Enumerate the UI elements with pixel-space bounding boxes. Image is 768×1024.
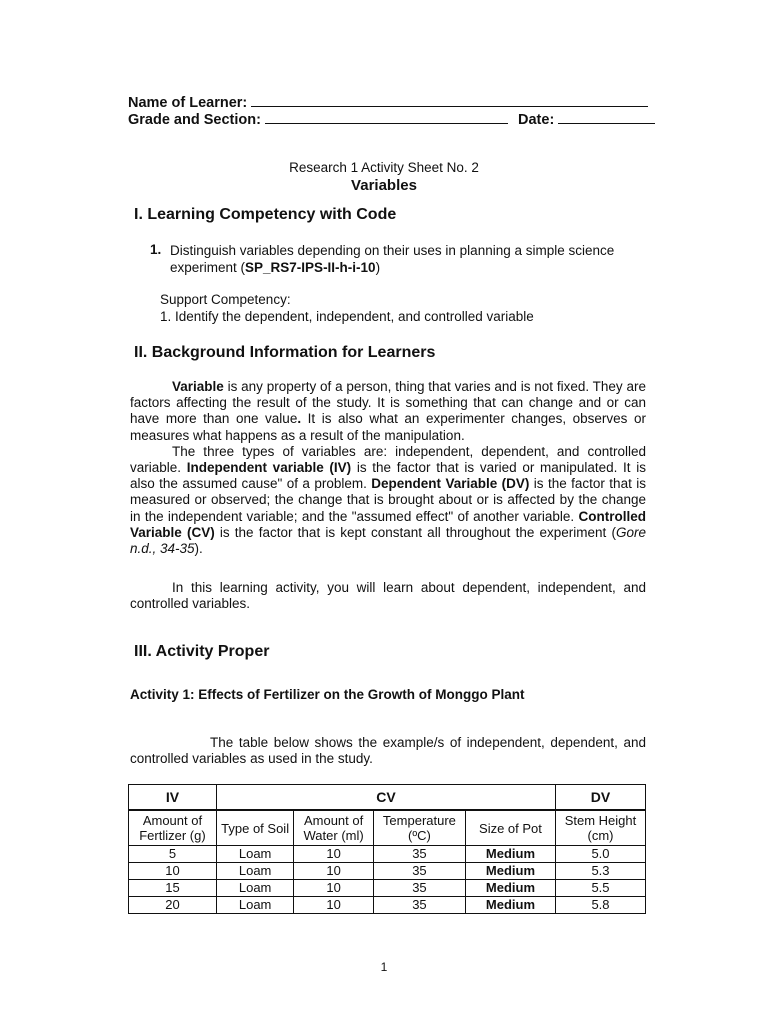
learner-name-label: Name of Learner: (128, 95, 248, 111)
page-number: 1 (380, 960, 388, 974)
support-competency-label: Support Competency: (160, 292, 291, 307)
activity-title: Activity 1: Effects of Fertilizer on the Growth of Monggo Plant (130, 687, 525, 702)
citation: Gore n.d., 34-35 (130, 524, 646, 557)
table-cell: 15 (129, 880, 217, 897)
competency-description: Distinguish variables depending on their uses in planning a simple science experiment ( (170, 243, 615, 275)
table-cell: 10 (129, 863, 217, 880)
table-cell: 5.0 (555, 846, 645, 863)
competency-close: ) (375, 260, 381, 275)
table-cell: 5.8 (555, 897, 645, 914)
section-1-heading: I. Learning Competency with Code (134, 206, 397, 223)
table-cell: 5.5 (555, 880, 645, 897)
sheet-title: Research 1 Activity Sheet No. 2 (289, 160, 479, 175)
learner-name-blank (251, 93, 648, 107)
column-header: Temperature (ºC) (373, 810, 465, 846)
term-dependent-variable: Dependent Variable (DV) (371, 476, 530, 492)
table-cell: Loam (216, 846, 293, 863)
support-competency-item: 1. Identify the dependent, independent, and controlled variable (160, 309, 534, 324)
background-paragraph-1: Variable is any property of a person, thing that varies and is not fixed. They are factors affecting the result of the study. It is something that can change and or can have more than one value. It is also what an experimenter changes, observes or measures what happens as a result of the manipulation. (130, 379, 646, 443)
table-column-header (129, 810, 646, 846)
table-row (129, 880, 646, 897)
table-cell: 10 (294, 863, 374, 880)
table-row (129, 846, 646, 863)
grade-section-line (128, 110, 655, 128)
table-cell: Loam (216, 863, 293, 880)
grade-section-blank (265, 110, 508, 124)
table-intro: The table below shows the example/s of independent, dependent, and controlled variables as used in the study. (130, 735, 646, 767)
table-row (129, 863, 646, 880)
table-cell: 35 (373, 880, 465, 897)
group-dv: DV (555, 785, 645, 811)
table-cell: 20 (129, 897, 217, 914)
grade-section-label: Grade and Section: (128, 112, 261, 128)
column-header: Type of Soil (216, 810, 293, 846)
table-cell: Medium (465, 846, 555, 863)
table-cell: Medium (465, 880, 555, 897)
table-cell: 35 (373, 863, 465, 880)
table-cell: Medium (465, 897, 555, 914)
column-header: Size of Pot (465, 810, 555, 846)
sheet-subtitle: Variables (351, 177, 417, 194)
term-independent-variable: Independent variable (IV) (186, 460, 352, 476)
table-cell: Loam (216, 880, 293, 897)
column-header: Amount of Fertlizer (g) (129, 810, 217, 846)
competency-code: SP_RS7-IPS-II-h-i-10 (245, 260, 376, 275)
competency-text (170, 242, 640, 276)
table-cell: Loam (216, 897, 293, 914)
table-cell: 5 (129, 846, 217, 863)
table-row (129, 897, 646, 914)
term-variable: Variable (172, 379, 224, 394)
learner-name-line (128, 93, 648, 111)
date-blank (558, 110, 655, 124)
section-3-heading: III. Activity Proper (134, 643, 270, 660)
table-cell: 35 (373, 846, 465, 863)
table-group-header (129, 785, 646, 811)
background-paragraph-2: The three types of variables are: independent, dependent, and controlled variable. Independent variable (IV) is the factor that is varied or manipulated. It is also the assumed cause" of a problem. Dependent Variable (DV) is the factor that is measured or observed; the change that is brought about or is affected by the change in the independent variable; and the "assumed effect" of another variable. Controlled Variable (CV) is the factor that is kept constant all throughout the experiment (Gore n.d., 34-35). (130, 443, 646, 557)
table-cell: 5.3 (555, 863, 645, 880)
competency-number: 1. (150, 242, 162, 257)
table-cell: 10 (294, 897, 374, 914)
group-iv: IV (129, 785, 217, 811)
table-cell: 10 (294, 880, 374, 897)
term-controlled-variable: Controlled Variable (CV) (130, 508, 646, 540)
background-paragraph-3: In this learning activity, you will learn about dependent, independent, and controlled variables. (130, 580, 646, 612)
section-2-heading: II. Background Information for Learners (134, 344, 436, 361)
date-label: Date: (518, 112, 555, 128)
table-cell: Medium (465, 863, 555, 880)
variables-table (128, 784, 646, 914)
table-cell: 10 (294, 846, 374, 863)
column-header: Amount of Water (ml) (294, 810, 374, 846)
column-header: Stem Height (cm) (555, 810, 645, 846)
group-cv: CV (216, 785, 555, 811)
table-cell: 35 (373, 897, 465, 914)
background-text (130, 379, 646, 557)
